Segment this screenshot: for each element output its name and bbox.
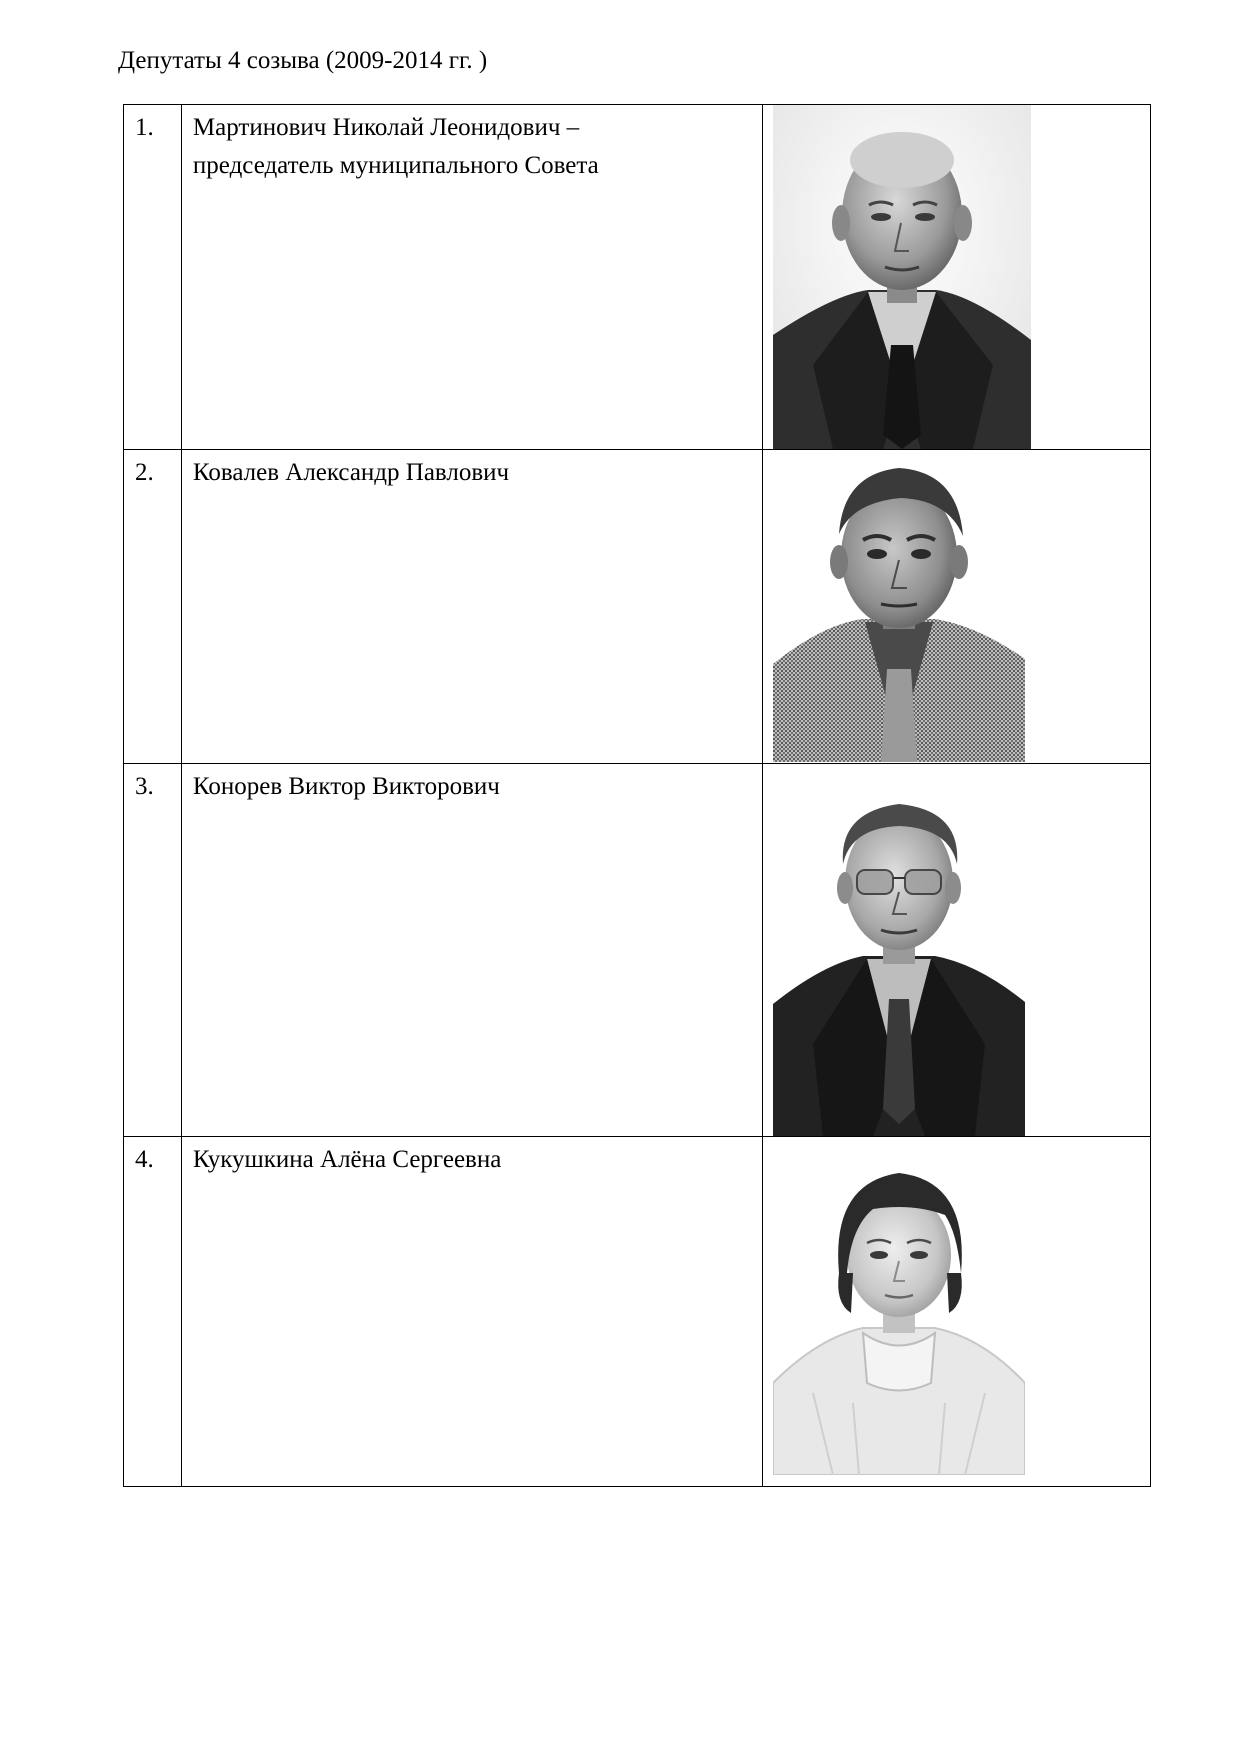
deputies-table (123, 104, 1151, 1487)
row-number: 1. (124, 105, 182, 450)
table-row (124, 764, 1151, 1137)
photo-cell (762, 450, 1150, 764)
row-number: 4. (124, 1137, 182, 1487)
deputy-name-cell (181, 450, 762, 764)
photo-cell (762, 105, 1150, 450)
page-title: Депутаты 4 созыва (2009-2014 гг. ) (118, 47, 488, 74)
table-row (124, 105, 1151, 450)
table-row (124, 450, 1151, 764)
deputy-name-cell (181, 105, 762, 450)
table-row (124, 1137, 1151, 1487)
man-portrait-glasses-icon (773, 764, 1025, 1136)
deputy-name: Конорев Виктор Викторович (192, 773, 500, 800)
deputy-name: Кукушкина Алёна Сергеевна (192, 1146, 502, 1173)
woman-portrait-white-sweater-icon (773, 1143, 1025, 1475)
deputy-name: Ковалев Александр Павлович (192, 459, 510, 486)
photo-cell (762, 1137, 1150, 1487)
man-portrait-tweed-jacket-icon (773, 454, 1025, 762)
row-number: 3. (124, 764, 182, 1137)
deputy-name-cell (181, 764, 762, 1137)
row-number: 2. (124, 450, 182, 764)
deputy-name-cell (181, 1137, 762, 1487)
deputy-position: председатель муниципального Совета (192, 152, 599, 179)
photo-cell (762, 764, 1150, 1137)
man-portrait-suit-icon (773, 105, 1031, 449)
deputy-name: Мартинович Николай Леонидович – (192, 114, 580, 141)
